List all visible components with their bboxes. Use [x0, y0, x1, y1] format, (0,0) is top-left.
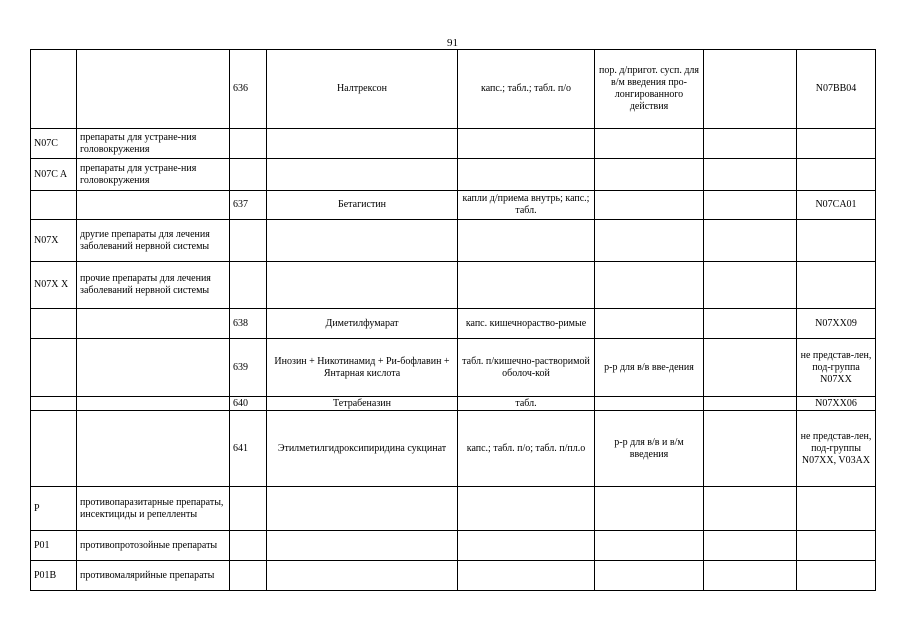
dosage-form-cell: капс. кишечнораство-римые	[458, 309, 595, 339]
empty-cell	[704, 129, 797, 159]
atc-code-cell	[31, 191, 77, 220]
item-number-cell: 636	[230, 50, 267, 129]
item-number-cell	[230, 487, 267, 531]
atc-reference-cell: N07XX06	[797, 397, 876, 411]
atc-code-cell: N07C A	[31, 159, 77, 191]
empty-cell	[704, 262, 797, 309]
table-row	[31, 129, 876, 159]
dosage-form-cell: капс.; табл.; табл. п/о	[458, 50, 595, 129]
dosage-form-cell	[458, 129, 595, 159]
item-number-cell	[230, 129, 267, 159]
drug-name-cell	[267, 531, 458, 561]
dosage-form-extra-cell: пор. д/пригот. сусп. для в/м введения про-лонгированного действия	[595, 50, 704, 129]
atc-code-cell	[31, 309, 77, 339]
item-number-cell: 641	[230, 411, 267, 487]
dosage-form-extra-cell	[595, 487, 704, 531]
dosage-form-cell	[458, 487, 595, 531]
group-name-cell: противомалярийные препараты	[77, 561, 230, 591]
atc-reference-cell	[797, 262, 876, 309]
item-number-cell: 638	[230, 309, 267, 339]
atc-code-cell: N07C	[31, 129, 77, 159]
dosage-form-extra-cell	[595, 129, 704, 159]
atc-code-cell	[31, 411, 77, 487]
dosage-form-extra-cell	[595, 262, 704, 309]
empty-cell	[704, 487, 797, 531]
table-row	[31, 487, 876, 531]
dosage-form-cell	[458, 531, 595, 561]
table-row	[31, 191, 876, 220]
drug-name-cell: Инозин + Никотинамид + Ри-бофлавин + Янтарная кислота	[267, 339, 458, 397]
table-row	[31, 561, 876, 591]
atc-code-cell	[31, 50, 77, 129]
group-name-cell	[77, 50, 230, 129]
dosage-form-extra-cell	[595, 531, 704, 561]
table-row	[31, 397, 876, 411]
dosage-form-extra-cell: р-р для в/в вве-дения	[595, 339, 704, 397]
drug-name-cell: Налтрексон	[267, 50, 458, 129]
drug-table	[30, 49, 876, 591]
group-name-cell: прочие препараты для лечения заболеваний нервной системы	[77, 262, 230, 309]
atc-reference-cell	[797, 129, 876, 159]
dosage-form-extra-cell	[595, 220, 704, 262]
table-row	[31, 262, 876, 309]
atc-code-cell: N07X X	[31, 262, 77, 309]
empty-cell	[704, 531, 797, 561]
page-number: 91	[447, 37, 458, 49]
table-row	[31, 159, 876, 191]
table-row	[31, 50, 876, 129]
empty-cell	[704, 220, 797, 262]
table-row	[31, 309, 876, 339]
drug-name-cell: Диметилфумарат	[267, 309, 458, 339]
drug-name-cell	[267, 487, 458, 531]
drug-name-cell	[267, 129, 458, 159]
dosage-form-cell: табл.	[458, 397, 595, 411]
dosage-form-cell: капли д/приема внутрь; капс.; табл.	[458, 191, 595, 220]
atc-reference-cell	[797, 531, 876, 561]
atc-reference-cell: N07BB04	[797, 50, 876, 129]
item-number-cell: 637	[230, 191, 267, 220]
atc-reference-cell	[797, 487, 876, 531]
drug-name-cell	[267, 220, 458, 262]
empty-cell	[704, 159, 797, 191]
dosage-form-extra-cell	[595, 397, 704, 411]
group-name-cell: противопротозойные препараты	[77, 531, 230, 561]
dosage-form-cell: табл. п/кишечно-растворимой оболоч-кой	[458, 339, 595, 397]
drug-name-cell: Тетрабеназин	[267, 397, 458, 411]
drug-name-cell	[267, 561, 458, 591]
item-number-cell	[230, 220, 267, 262]
dosage-form-cell	[458, 220, 595, 262]
dosage-form-extra-cell	[595, 159, 704, 191]
dosage-form-extra-cell: р-р для в/в и в/м введения	[595, 411, 704, 487]
atc-reference-cell	[797, 159, 876, 191]
atc-reference-cell: не представ-лен, под-группы N07XX, V03AX	[797, 411, 876, 487]
dosage-form-extra-cell	[595, 561, 704, 591]
empty-cell	[704, 411, 797, 487]
atc-code-cell: N07X	[31, 220, 77, 262]
table-row	[31, 531, 876, 561]
table-row	[31, 411, 876, 487]
atc-code-cell: P01B	[31, 561, 77, 591]
atc-reference-cell	[797, 220, 876, 262]
dosage-form-cell	[458, 159, 595, 191]
atc-reference-cell: N07XX09	[797, 309, 876, 339]
table-row	[31, 339, 876, 397]
group-name-cell	[77, 339, 230, 397]
item-number-cell: 640	[230, 397, 267, 411]
group-name-cell: противопаразитарные препараты, инсектициды и репелленты	[77, 487, 230, 531]
item-number-cell	[230, 159, 267, 191]
atc-code-cell: P	[31, 487, 77, 531]
group-name-cell	[77, 191, 230, 220]
dosage-form-extra-cell	[595, 191, 704, 220]
group-name-cell	[77, 397, 230, 411]
dosage-form-extra-cell	[595, 309, 704, 339]
drug-name-cell	[267, 159, 458, 191]
drug-name-cell: Этилметилгидроксипиридина сукцинат	[267, 411, 458, 487]
group-name-cell: препараты для устране-ния головокружения	[77, 159, 230, 191]
empty-cell	[704, 191, 797, 220]
atc-code-cell: P01	[31, 531, 77, 561]
group-name-cell: препараты для устране-ния головокружения	[77, 129, 230, 159]
item-number-cell	[230, 531, 267, 561]
dosage-form-cell: капс.; табл. п/о; табл. п/пл.о	[458, 411, 595, 487]
drug-name-cell: Бетагистин	[267, 191, 458, 220]
empty-cell	[704, 50, 797, 129]
empty-cell	[704, 397, 797, 411]
empty-cell	[704, 309, 797, 339]
atc-reference-cell: N07CA01	[797, 191, 876, 220]
atc-reference-cell: не представ-лен, под-группа N07XX	[797, 339, 876, 397]
atc-code-cell	[31, 339, 77, 397]
empty-cell	[704, 561, 797, 591]
atc-reference-cell	[797, 561, 876, 591]
item-number-cell: 639	[230, 339, 267, 397]
group-name-cell: другие препараты для лечения заболеваний нервной системы	[77, 220, 230, 262]
item-number-cell	[230, 262, 267, 309]
table-row	[31, 220, 876, 262]
atc-code-cell	[31, 397, 77, 411]
group-name-cell	[77, 411, 230, 487]
dosage-form-cell	[458, 262, 595, 309]
empty-cell	[704, 339, 797, 397]
dosage-form-cell	[458, 561, 595, 591]
item-number-cell	[230, 561, 267, 591]
group-name-cell	[77, 309, 230, 339]
drug-name-cell	[267, 262, 458, 309]
